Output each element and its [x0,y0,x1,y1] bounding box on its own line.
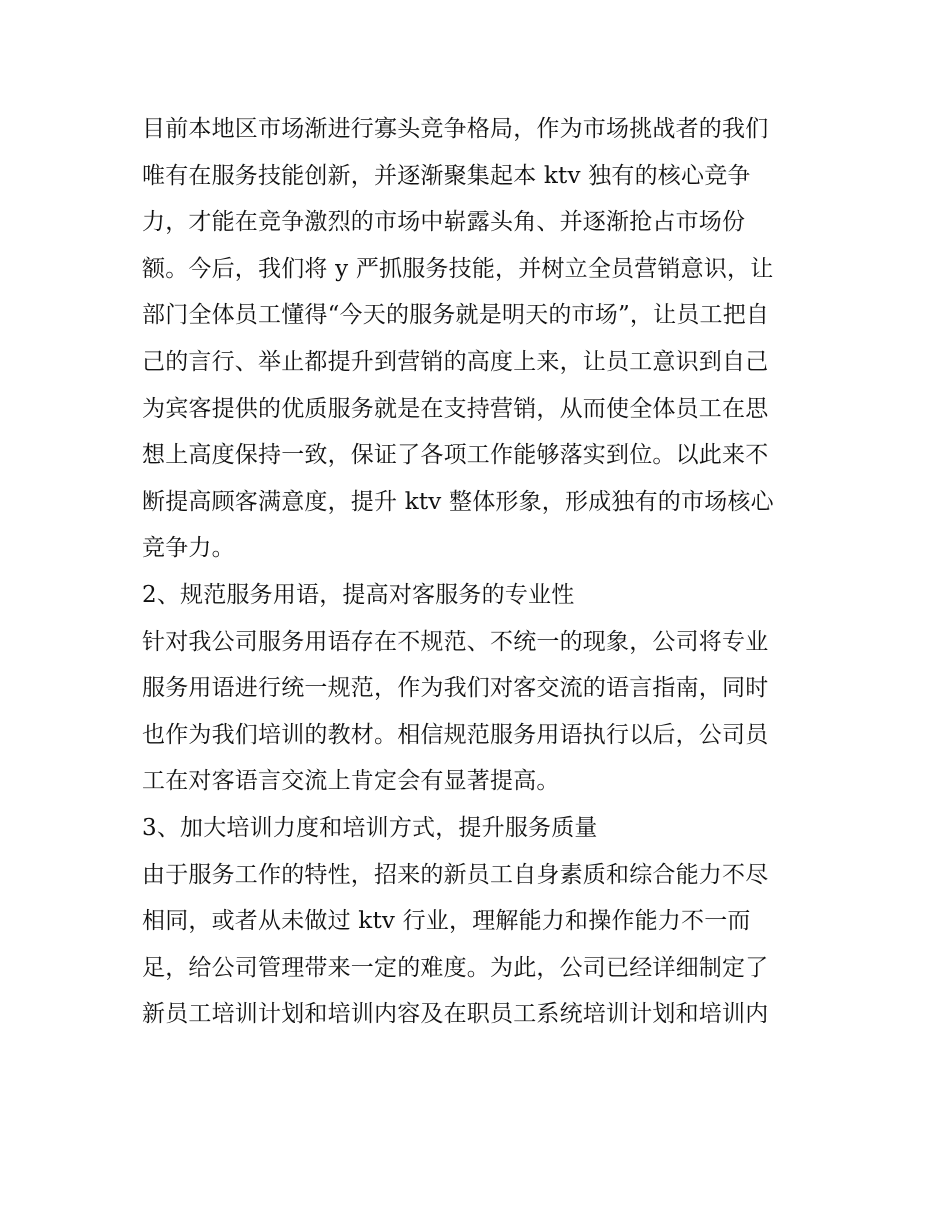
text-line: 力，才能在竞争激烈的市场中崭露头角、并逐渐抢占市场份 [142,209,746,236]
text-line: 针对我公司服务用语存在不规范、不统一的现象，公司将专业 [142,628,769,655]
text-line: 服务用语进行统一规范，作为我们对客交流的语言指南，同时 [142,675,769,702]
text-line: 额。今后，我们将 y 严抓服务技能，并树立全员营销意识，让 [142,255,774,282]
text-line: 己的言行、举止都提升到营销的高度上来，让员工意识到自己 [142,348,769,375]
section-heading: 2、规范服务用语，提高对客服务的专业性 [142,581,575,608]
text-line: 新员工培训计划和培训内容及在职员工系统培训计划和培训内 [142,1001,769,1028]
text-line: 断提高顾客满意度，提升 ktv 整体形象，形成独有的市场核心 [142,488,774,515]
text-line: 也作为我们培训的教材。相信规范服务用语执行以后，公司员 [142,721,769,748]
text-line: 足，给公司管理带来一定的难度。为此，公司已经详细制定了 [142,954,769,981]
text-line: 相同，或者从未做过 ktv 行业，理解能力和操作能力不一而 [142,908,751,935]
text-line: 为宾客提供的优质服务就是在支持营销，从而使全体员工在思 [142,395,769,422]
text-line: 工在对客语言交流上肯定会有显著提高。 [142,768,560,795]
text-line: 部门全体员工懂得“今天的服务就是明天的市场”，让员工把自 [142,302,770,329]
text-line: 唯有在服务技能创新，并逐渐聚集起本 ktv 独有的核心竞争 [142,162,751,189]
text-line: 竞争力。 [142,535,235,562]
text-line: 想上高度保持一致，保证了各项工作能够落实到位。以此来不 [142,442,769,469]
text-line: 目前本地区市场渐进行寡头竞争格局，作为市场挑战者的我们 [142,116,769,142]
document-body [142,106,822,1038]
text-line: 由于服务工作的特性，招来的新员工自身素质和综合能力不尽 [142,861,769,888]
section-heading: 3、加大培训力度和培训方式，提升服务质量 [142,814,598,841]
